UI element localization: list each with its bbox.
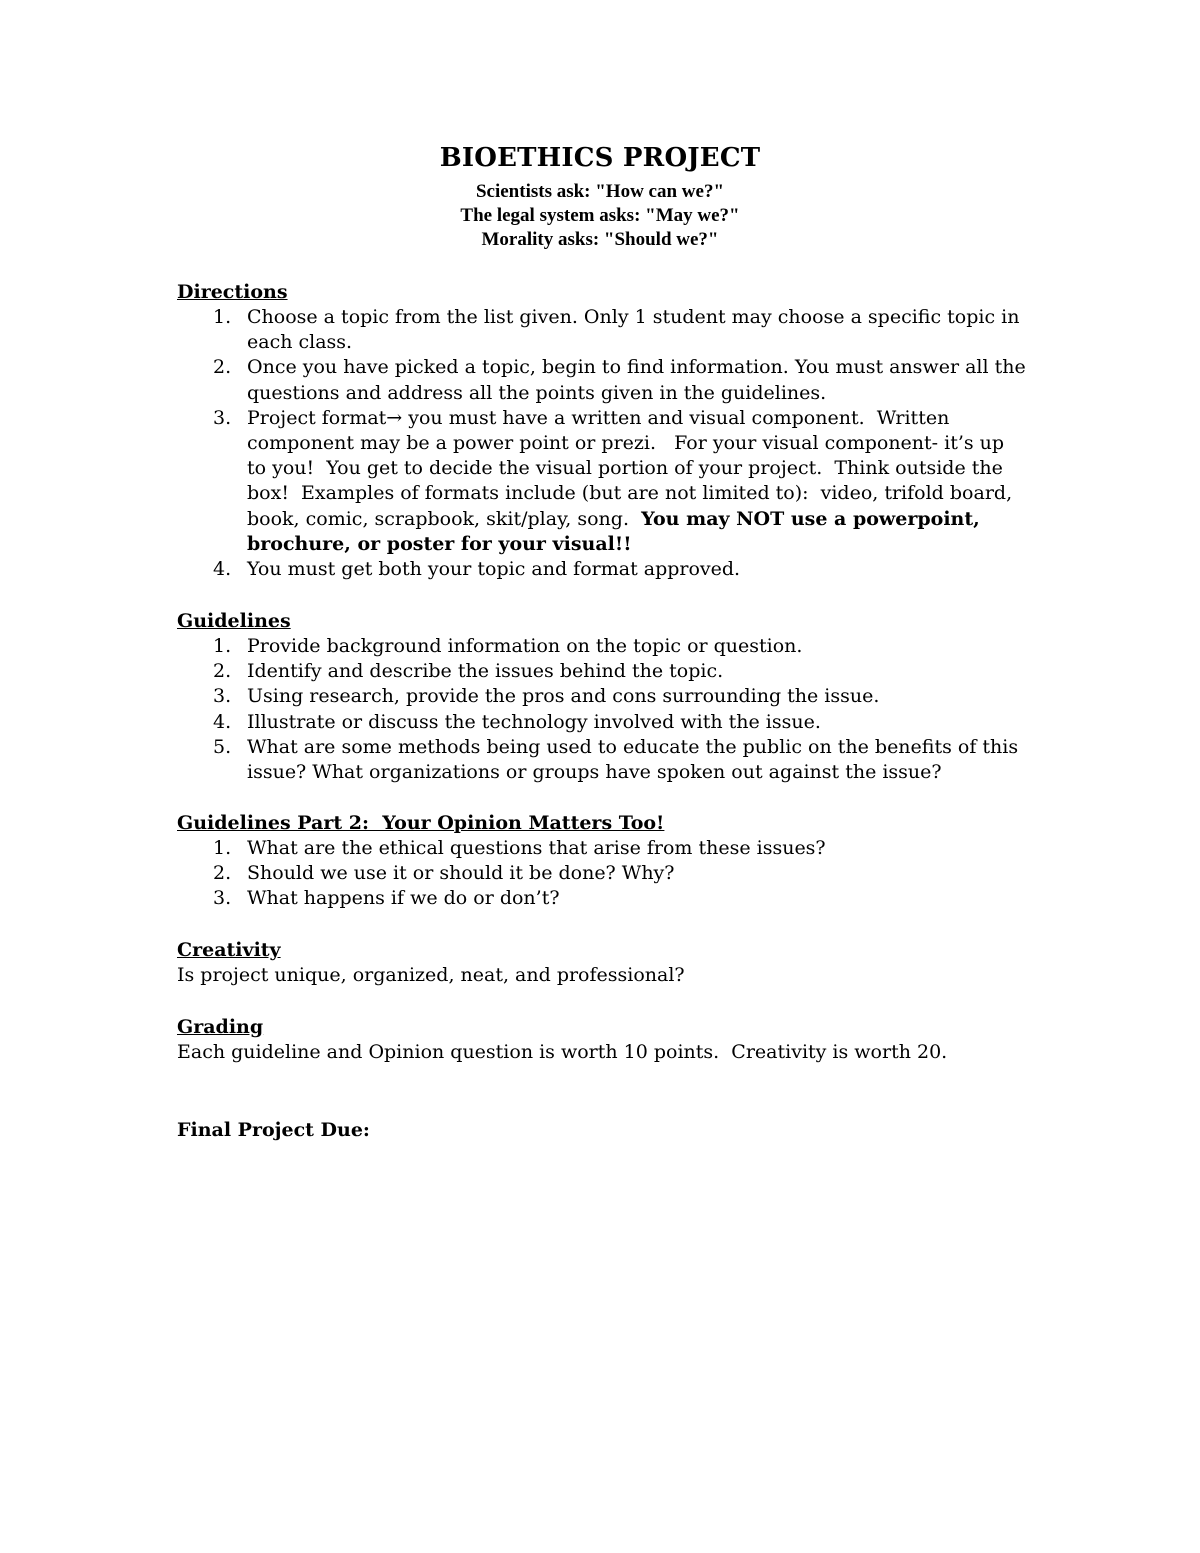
creativity-section [177, 938, 1027, 988]
list-text: What are some methods being used to educate the public on the benefits of this issue? What organizations or groups have spoken out against the issue? [247, 735, 1019, 784]
list-number: 2. [213, 660, 232, 683]
list-text: Identify and describe the issues behind the topic. [247, 660, 724, 683]
subtitle-line: Morality asks: "Should we?" [481, 229, 719, 250]
list-number: 1. [213, 837, 232, 859]
guidelines2-list [177, 836, 1027, 912]
subtitle-block [0, 180, 1200, 252]
guidelines2-section [177, 811, 1027, 912]
list-number: 5. [213, 735, 232, 758]
final-due-label: Final Project Due: [177, 1119, 370, 1141]
list-item [177, 735, 1027, 785]
list-item [177, 305, 1027, 355]
list-item [177, 634, 1027, 659]
list-item [177, 355, 1027, 405]
list-number: 4. [213, 710, 232, 733]
list-number: 3. [213, 685, 232, 708]
list-item [177, 406, 1027, 557]
grading-text: Each guideline and Opinion question is worth 10 points. Creativity is worth 20. [177, 1041, 948, 1063]
list-number: 2. [213, 356, 232, 379]
list-item [177, 836, 1027, 861]
guidelines-heading: Guidelines [177, 610, 291, 632]
list-text-emphasis: You may NOT use a powerpoint, brochure, or poster for your visual!! [247, 507, 980, 555]
list-item [177, 557, 1027, 582]
list-item [177, 684, 1027, 709]
list-number: 1. [213, 306, 232, 328]
list-number: 3. [213, 887, 232, 910]
list-text: Provide background information on the topic or question. [247, 635, 803, 657]
list-number: 1. [213, 635, 232, 657]
subtitle-line: Scientists ask: "How can we?" [475, 181, 725, 202]
grading-section [177, 1015, 1027, 1065]
list-text: What happens if we do or don’t? [247, 887, 560, 910]
creativity-heading: Creativity [177, 939, 281, 961]
list-text: What are the ethical questions that arise from these issues? [247, 837, 826, 859]
list-number: 3. [213, 406, 232, 429]
list-text: Project format→ you must have a written and visual component. Written component may be a power point or prezi. For your visual component- it’s up to you! You get to decide the visual portion of your project. Think outside the box! Examples of formats include (but are not limited to): video, trifold board, book, comic, scrapbook, skit/play, song. [247, 406, 1019, 530]
list-text: Choose a topic from the list given. Only 1 student may choose a specific topic in each class. [247, 306, 1020, 354]
grading-heading: Grading [177, 1016, 264, 1038]
directions-section [177, 280, 1027, 582]
list-item [177, 861, 1027, 886]
list-item [177, 886, 1027, 911]
list-text: You must get both your topic and format approved. [247, 558, 741, 581]
list-number: 4. [213, 558, 232, 581]
guidelines2-heading: Guidelines Part 2: Your Opinion Matters Too! [177, 812, 665, 834]
directions-heading: Directions [177, 281, 288, 303]
guidelines-list [177, 634, 1027, 785]
guidelines-section [177, 609, 1027, 785]
list-text: Once you have picked a topic, begin to find information. You must answer all the questions and address all the points given in the guidelines. [247, 356, 1026, 404]
directions-list [177, 305, 1027, 582]
subtitle-line: The legal system asks: "May we?" [460, 205, 740, 226]
creativity-text: Is project unique, organized, neat, and professional? [177, 964, 685, 986]
list-text: Illustrate or discuss the technology involved with the issue. [247, 710, 821, 733]
list-item [177, 659, 1027, 684]
list-text: Should we use it or should it be done? Why? [247, 862, 675, 885]
list-item [177, 710, 1027, 735]
list-text: Using research, provide the pros and cons surrounding the issue. [247, 685, 880, 708]
page-title: BIOETHICS PROJECT [439, 143, 761, 173]
list-number: 2. [213, 862, 232, 885]
